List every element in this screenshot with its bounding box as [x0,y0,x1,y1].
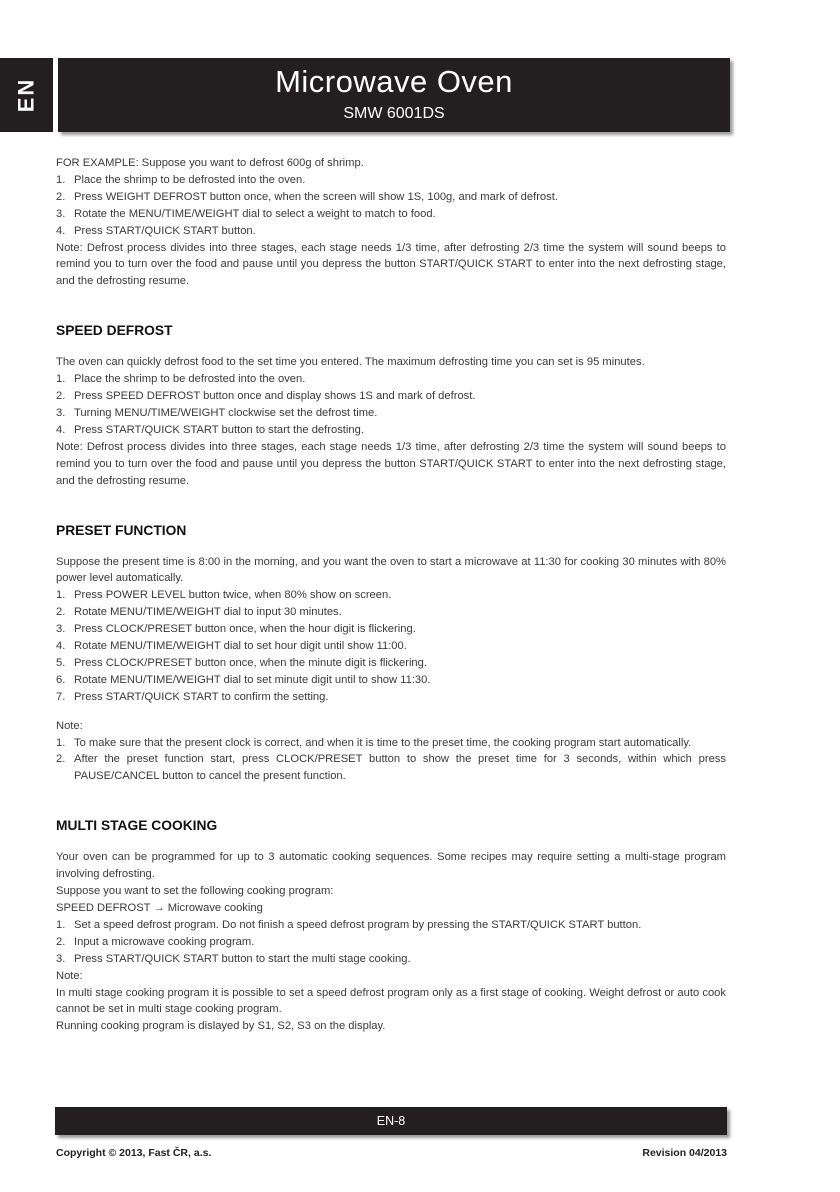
list-item: 3. Rotate the MENU/TIME/WEIGHT dial to select a weight to match to food. [56,207,436,220]
list-item: 3. Turning MENU/TIME/WEIGHT clockwise set the defrost time. [56,406,378,419]
list-item: 3. Press CLOCK/PRESET button once, when the hour digit is flickering. [56,623,416,636]
list-item: 2. Input a microwave cooking program. [56,935,255,948]
language-label: EN [13,77,39,113]
list-item: 2. After the preset function start, press CLOCK/PRESET button to show the preset time for 3 seconds, within which press PAUSE/CANCEL button to cancel the present function. [56,753,726,783]
list-item: 4. Press START/QUICK START button. [56,224,256,237]
list-item: 7. Press START/QUICK START to confirm the setting. [56,690,329,703]
speed-defrost-intro: The oven can quickly defrost food to the set time you entered. The maximum defrosting time you can set is 95 minutes. [56,356,645,369]
preset-intro: Suppose the present time is 8:00 in the morning, and you want the oven to start a microwave at 11:30 for cooking 30 minutes with 80% power level automatically. [56,555,726,585]
list-item: 2. Rotate MENU/TIME/WEIGHT dial to input 30 minutes. [56,606,342,619]
example-note: Note: Defrost process divides into three stages, each stage needs 1/3 time, after defrosting 2/3 time the system will sound beeps to remind you to turn over the food and pause until you depress the button START/QUICK START to enter into the next defrosting stage, and the defrosting resume. [56,241,726,288]
speed-defrost-note: Note: Defrost process divides into three stages, each stage needs 1/3 time, after defrosting 2/3 time the system will sound beeps to remind you to turn over the food and pause until you depress the button START/QUICK START to enter into the next defrosting stage, and the defrosting resume. [56,440,726,487]
section-heading-preset: PRESET FUNCTION [56,522,187,538]
list-item: 4. Rotate MENU/TIME/WEIGHT dial to set hour digit until show 11:00. [56,640,407,653]
list-item: 1. Place the shrimp to be defrosted into the oven. [56,173,306,186]
page-number: EN-8 [376,1114,406,1128]
manual-content [56,155,726,1035]
page-title: Microwave Oven [275,64,513,99]
multi-sequence: SPEED DEFROST → Microwave cooking [56,902,263,914]
multi-note-label: Note: [56,969,83,982]
list-item: 1. Place the shrimp to be defrosted into the oven. [56,373,306,386]
model-number: SMW 6001DS [343,105,445,122]
revision-text: Revision 04/2013 [642,1147,727,1159]
example-intro: FOR EXAMPLE: Suppose you want to defrost 600g of shrimp. [56,157,364,169]
section-heading-speed-defrost: SPEED DEFROST [56,323,173,339]
list-item: 3. Press START/QUICK START button to start the multi stage cooking. [56,952,411,965]
multi-suppose: Suppose you want to set the following cooking program: [56,885,334,898]
multi-note: In multi stage cooking program it is possible to set a speed defrost program only as a first stage of cooking. Weight defrost or auto cook cannot be set in multi stage cooking program. [56,986,726,1016]
preset-note-label: Note: [56,719,83,732]
title-bar [58,58,730,132]
copyright-text: Copyright © 2013, Fast ČR, a.s. [56,1147,212,1159]
footer-page-bar [55,1107,727,1135]
list-item: 5. Press CLOCK/PRESET button once, when the minute digit is flickering. [56,656,427,669]
section-heading-multi-stage: MULTI STAGE COOKING [56,818,218,834]
list-item: 2. Press WEIGHT DEFROST button once, when the screen will show 1S, 100g, and mark of defrost. [56,190,558,203]
language-tab [0,58,53,132]
list-item: 6. Rotate MENU/TIME/WEIGHT dial to set minute digit until to show 11:30. [56,673,431,686]
list-item: 1. Set a speed defrost program. Do not finish a speed defrost program by pressing the START/QUICK START button. [56,918,642,931]
list-item: 1. To make sure that the present clock is correct, and when it is time to the preset time, the cooking program start automatically. [56,736,692,749]
list-item: 1. Press POWER LEVEL button twice, when 80% show on screen. [56,589,392,602]
list-item: 2. Press SPEED DEFROST button once and display shows 1S and mark of defrost. [56,390,476,403]
list-item: 4. Press START/QUICK START button to start the defrosting. [56,423,364,436]
multi-intro: Your oven can be programmed for up to 3 automatic cooking sequences. Some recipes may require setting a multi-stage program involving defrosting. [56,851,726,881]
multi-running: Running cooking program is dislayed by S1, S2, S3 on the display. [56,1020,386,1033]
